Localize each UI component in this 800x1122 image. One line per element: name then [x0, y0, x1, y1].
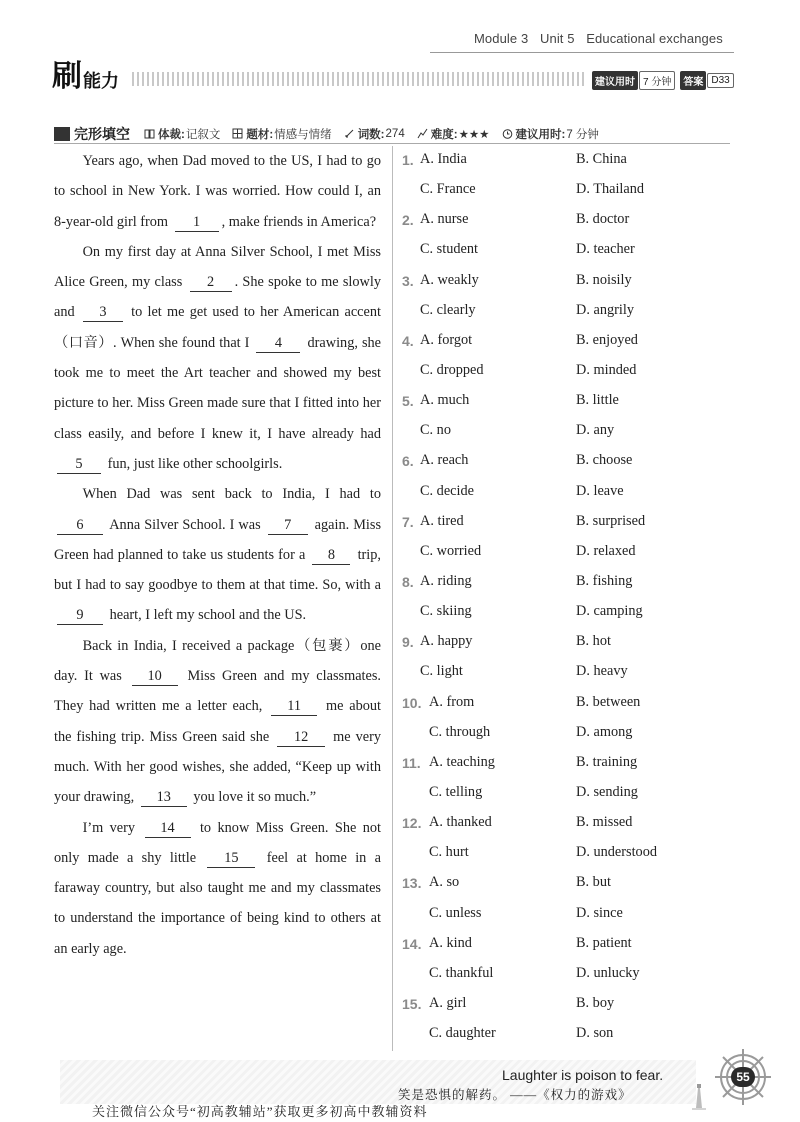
- topic-label: Educational exchanges: [586, 31, 723, 46]
- option-a: A. nurse: [420, 211, 469, 228]
- brand-logo: [52, 62, 119, 92]
- paragraph-3: [54, 479, 381, 630]
- paragraph-2: [54, 237, 381, 479]
- option-c: C. hurt: [429, 844, 469, 861]
- option-row-13-cd: [402, 900, 732, 930]
- option-a: A. teaching: [429, 753, 495, 770]
- option-row-7: [402, 508, 732, 538]
- time-tag-value: 7 分钟: [639, 71, 675, 90]
- question-number: 7.: [402, 513, 414, 530]
- option-b: B. enjoyed: [576, 331, 638, 348]
- option-c: C. student: [420, 241, 478, 258]
- question-number: 5.: [402, 393, 414, 410]
- option-d: D. relaxed: [576, 542, 636, 559]
- option-c: C. through: [429, 723, 491, 740]
- theme-value: 情感与情绪: [274, 128, 332, 141]
- passage-text: I’m very: [82, 819, 136, 836]
- passage-text: Years ago, when Dad moved to the US, I had to go to school in New York. I was worried. How could I, an 8-year-old girl from: [54, 153, 381, 230]
- option-row-11-cd: [402, 779, 732, 809]
- exercise-info-bar: [54, 124, 730, 144]
- pen-icon: [344, 128, 355, 139]
- theme-label: 题材:: [246, 128, 274, 141]
- passage-text: heart, I left my school and the US.: [109, 607, 307, 624]
- option-row-3-cd: [402, 297, 732, 327]
- cloze-passage: [54, 146, 381, 964]
- difficulty-label: 难度:: [430, 128, 458, 141]
- question-number: 10.: [402, 694, 422, 711]
- option-c: C. dropped: [420, 361, 484, 378]
- option-a: A. happy: [420, 633, 473, 650]
- question-number: 3.: [402, 272, 414, 289]
- blank-11: 11: [271, 698, 317, 716]
- blank-14: 14: [145, 820, 191, 838]
- option-b: B. missed: [576, 814, 633, 831]
- option-b: B. between: [576, 693, 641, 710]
- time-tag-label: 建议用时: [592, 71, 638, 90]
- blank-10: 10: [132, 668, 178, 686]
- option-a: A. riding: [420, 572, 472, 589]
- passage-text: again. Miss Green had planned to take us students for a: [54, 516, 382, 563]
- passage-text: me about the fishing trip. Miss Green said she: [54, 698, 381, 745]
- option-row-5: [402, 387, 732, 417]
- option-c: C. unless: [429, 904, 482, 921]
- option-d: D. understood: [576, 844, 658, 861]
- question-number: 15.: [402, 995, 422, 1012]
- option-b: B. fishing: [576, 572, 633, 589]
- header-time-badge: [592, 71, 734, 90]
- option-row-6-cd: [402, 478, 732, 508]
- option-row-11: [402, 749, 732, 779]
- option-d: D. camping: [576, 603, 643, 620]
- passage-text: to let me get used to her American accent（口音）. When she found that I: [54, 304, 381, 351]
- option-b: B. boy: [576, 994, 615, 1011]
- option-c: C. decide: [420, 482, 474, 499]
- option-a: A. reach: [420, 452, 469, 469]
- option-b: B. noisily: [576, 271, 632, 288]
- blank-3: 3: [83, 304, 123, 322]
- option-b: B. training: [576, 753, 638, 770]
- option-row-3: [402, 267, 732, 297]
- time-meta: [502, 126, 599, 142]
- genre-meta: [144, 126, 220, 142]
- option-a: A. forgot: [420, 331, 473, 348]
- header-stripe: [132, 72, 584, 86]
- option-row-14-cd: [402, 960, 732, 990]
- option-c: C. thankful: [429, 964, 494, 981]
- option-d: D. Thailand: [576, 181, 645, 198]
- passage-text: Anna Silver School. I was: [109, 516, 261, 533]
- option-c: C. no: [420, 422, 451, 439]
- option-d: D. heavy: [576, 663, 628, 680]
- blank-7: 7: [268, 517, 308, 535]
- brand-char: 刷: [52, 60, 82, 93]
- passage-text: trip, but I had to say goodbye to them at that time. So, with a: [54, 546, 381, 594]
- question-number: 13.: [402, 875, 422, 892]
- option-row-8: [402, 568, 732, 598]
- passage-text: , make friends in America?: [221, 213, 377, 230]
- option-b: B. doctor: [576, 211, 630, 228]
- time-label: 建议用时:: [515, 128, 566, 141]
- option-c: C. France: [420, 181, 476, 198]
- option-row-9-cd: [402, 658, 732, 688]
- question-number: 8.: [402, 573, 414, 590]
- option-c: C. clearly: [420, 301, 476, 318]
- option-c: C. telling: [429, 783, 483, 800]
- question-number: 14.: [402, 935, 422, 952]
- option-b: B. hot: [576, 633, 611, 650]
- option-c: C. daughter: [429, 1025, 496, 1042]
- blank-13: 13: [141, 789, 187, 807]
- passage-text: Miss Green and my classmates. They had written me a letter each,: [54, 668, 381, 715]
- module-label: Module 3: [474, 31, 529, 46]
- blank-8: 8: [312, 547, 350, 565]
- header-rule: [430, 52, 734, 53]
- option-d: D. teacher: [576, 241, 635, 258]
- passage-text: you love it so much.”: [193, 789, 317, 806]
- option-a: A. weakly: [420, 271, 479, 288]
- option-a: A. tired: [420, 512, 464, 529]
- words-label: 词数:: [357, 128, 385, 141]
- unit-label: Unit 5: [540, 31, 575, 46]
- answer-tag-label: 答案: [680, 71, 706, 90]
- section-title: [54, 124, 130, 144]
- option-row-1: [402, 146, 732, 176]
- lighthouse-icon: [690, 1080, 708, 1110]
- question-number: 12.: [402, 815, 422, 832]
- column-divider: [392, 146, 393, 1051]
- clock-icon: [502, 128, 513, 139]
- blank-5: 5: [57, 456, 101, 474]
- paragraph-1: [54, 146, 381, 237]
- option-a: A. thanked: [429, 814, 492, 831]
- passage-text: When Dad was sent back to India, I had to: [82, 486, 381, 503]
- brand-word: 能力: [83, 71, 119, 91]
- footer-notice: 关注微信公众号“初高教辅站”获取更多初高中教辅资料: [92, 1104, 428, 1119]
- option-row-15: [402, 990, 732, 1020]
- option-a: A. so: [429, 874, 460, 891]
- option-b: B. little: [576, 392, 619, 409]
- option-row-13: [402, 869, 732, 899]
- option-row-1-cd: [402, 176, 732, 206]
- module-breadcrumb: [474, 31, 731, 46]
- option-a: A. from: [429, 693, 475, 710]
- section-title-text: 完形填空: [74, 125, 130, 142]
- blank-4: 4: [256, 335, 300, 353]
- passage-text: fun, just like other schoolgirls.: [107, 455, 283, 472]
- blank-15: 15: [207, 850, 255, 868]
- option-row-6: [402, 447, 732, 477]
- option-a: A. India: [420, 151, 467, 167]
- option-row-7-cd: [402, 538, 732, 568]
- option-d: D. since: [576, 904, 623, 921]
- option-row-10-cd: [402, 719, 732, 749]
- passage-text: me very much. With her good wishes, she added, “Keep up with your drawing,: [54, 728, 381, 806]
- passage-text: to know Miss Green. She not only made a shy little: [54, 819, 382, 866]
- passage-text: drawing, she took me to meet the Art teacher and showed my best picture to her. Miss Green made sure that I fitted into her class easily, and before I knew it, I have already had: [54, 334, 382, 442]
- option-c: C. worried: [420, 542, 482, 559]
- option-row-4-cd: [402, 357, 732, 387]
- paragraph-4: [54, 631, 381, 813]
- option-d: D. unlucky: [576, 964, 640, 981]
- option-b: B. surprised: [576, 512, 646, 529]
- option-row-2: [402, 206, 732, 236]
- time-value: 7 分钟: [566, 128, 599, 141]
- option-d: D. among: [576, 723, 633, 740]
- question-number: 1.: [402, 152, 414, 168]
- question-number: 2.: [402, 212, 414, 229]
- difficulty-meta: [417, 126, 490, 142]
- option-row-2-cd: [402, 236, 732, 266]
- blank-2: 2: [190, 274, 232, 292]
- question-number: 6.: [402, 453, 414, 470]
- option-d: D. any: [576, 422, 615, 439]
- words-value: 274: [385, 127, 405, 140]
- option-row-15-cd: [402, 1020, 732, 1050]
- question-number: 9.: [402, 634, 414, 651]
- option-a: A. kind: [429, 934, 472, 951]
- passage-text: feel at home in a faraway country, but also taught me and my classmates to understand the importance of being kind to others at an early age.: [54, 849, 381, 957]
- page-number: 55: [731, 1067, 755, 1087]
- passage-text: Back in India, I received a package（包裹）one day. It was: [54, 637, 381, 685]
- option-d: D. minded: [576, 361, 637, 378]
- option-a: A. much: [420, 392, 470, 409]
- passage-text: . She spoke to me slowly and: [54, 274, 381, 321]
- option-b: B. but: [576, 874, 611, 891]
- genre-value: 记叙文: [185, 128, 221, 141]
- blank-12: 12: [277, 729, 325, 747]
- option-row-9: [402, 628, 732, 658]
- question-number: 4.: [402, 332, 414, 349]
- book-icon: [144, 128, 155, 139]
- blank-1: 1: [175, 214, 219, 232]
- option-b: B. choose: [576, 452, 633, 469]
- option-row-10: [402, 689, 732, 719]
- option-d: D. son: [576, 1025, 614, 1042]
- option-row-12-cd: [402, 839, 732, 869]
- option-d: D. sending: [576, 783, 638, 800]
- difficulty-stars: ★★★: [458, 128, 490, 141]
- section-square-icon: [54, 127, 70, 141]
- grid-icon: [232, 128, 243, 139]
- option-d: D. angrily: [576, 301, 634, 318]
- option-row-5-cd: [402, 417, 732, 447]
- quote-chinese: 笑是恐惧的解药。 ——《权力的游戏》: [398, 1088, 632, 1102]
- option-row-14: [402, 930, 732, 960]
- option-c: C. skiing: [420, 603, 472, 620]
- option-row-12: [402, 809, 732, 839]
- option-b: B. patient: [576, 934, 632, 951]
- question-number: 11.: [402, 754, 421, 771]
- quote-english: Laughter is poison to fear.: [502, 1067, 664, 1083]
- chart-icon: [417, 128, 428, 139]
- option-row-4: [402, 327, 732, 357]
- option-d: D. leave: [576, 482, 624, 499]
- genre-label: 体裁:: [158, 128, 185, 141]
- answer-tag-value: D33: [707, 73, 733, 88]
- words-meta: [344, 126, 405, 142]
- option-row-8-cd: [402, 598, 732, 628]
- theme-meta: [232, 126, 331, 142]
- option-b: B. China: [576, 151, 627, 167]
- passage-text: On my first day at Anna Silver School, I met Miss Alice Green, my class: [54, 243, 381, 291]
- paragraph-5: [54, 813, 381, 964]
- blank-9: 9: [57, 607, 103, 625]
- blank-6: 6: [57, 517, 103, 535]
- answer-options: [402, 146, 732, 1050]
- option-c: C. light: [420, 663, 463, 680]
- option-a: A. girl: [429, 994, 467, 1011]
